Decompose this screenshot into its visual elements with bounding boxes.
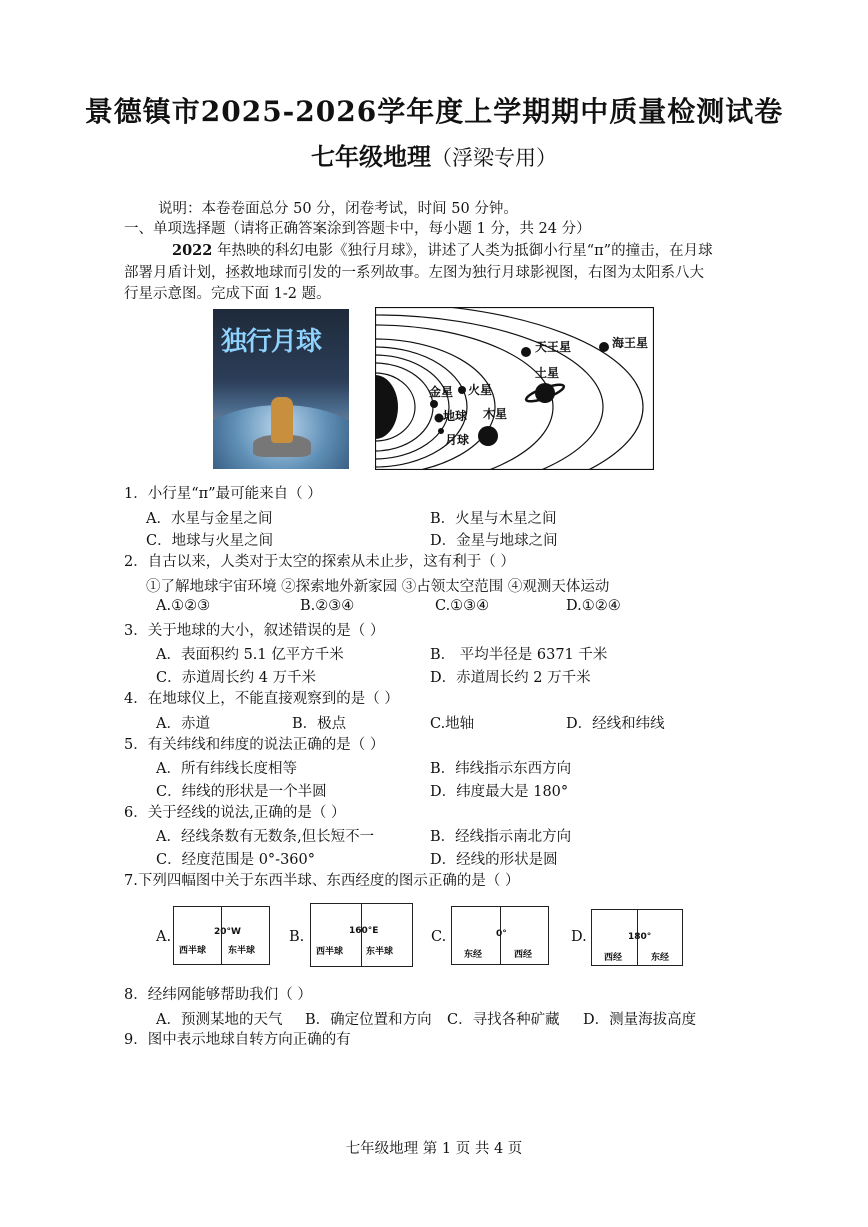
sun-label: 水 (401, 403, 411, 414)
q7-figure-a (173, 906, 270, 965)
q7d-left-label: 西经 (604, 953, 623, 963)
astronaut-figure (271, 397, 293, 443)
question-8-stem: 8．经纬网能够帮助我们（ ） (124, 987, 312, 1003)
q8-option-d[interactable]: D．测量海拔高度 (583, 1012, 697, 1028)
q7a-left-label: 西半球 (179, 946, 207, 956)
venus-label: 金星 (429, 385, 454, 399)
question-1-stem: 1．小行星“π”最可能来自（ ） (124, 486, 322, 502)
section-heading: 一、单项选择题（请将正确答案涂到答题卡中，每小题 1 分，共 24 分） (124, 221, 591, 237)
jupiter-label: 木星 (483, 407, 508, 421)
subtitle-paren: （浮梁专用） (431, 146, 557, 170)
question-3-stem: 3．关于地球的大小，叙述错误的是（ ） (124, 623, 385, 639)
question-6-stem: 6．关于经线的说法,正确的是（ ） (124, 805, 346, 821)
q8-option-c[interactable]: C．寻找各种矿藏 (447, 1012, 560, 1028)
neptune (599, 342, 609, 352)
movie-poster-image (213, 309, 349, 469)
q7-option-d[interactable]: D. (571, 929, 587, 945)
uranus-label: 天王星 (535, 340, 572, 354)
poster-title: 独行月球 (221, 327, 322, 357)
question-9-stem: 9．图中表示地球自转方向正确的有 (124, 1032, 351, 1048)
jupiter (478, 426, 498, 446)
q5-option-d[interactable]: D．纬度最大是 180° (430, 784, 569, 800)
q7a-top-label: 20°W (214, 927, 241, 937)
q7-figure-b (310, 903, 413, 967)
q7a-right-label: 东半球 (228, 946, 256, 956)
q6-option-d[interactable]: D．经线的形状是圆 (430, 852, 558, 868)
q5-option-c[interactable]: C．纬线的形状是一个半圆 (156, 784, 327, 800)
q1-option-a[interactable]: A．水星与金星之间 (146, 511, 273, 527)
q2-option-a[interactable]: A.①②③ (156, 598, 211, 614)
q6-option-b[interactable]: B．经线指示南北方向 (430, 829, 572, 845)
q2-items: ①了解地球宇宙环境 ②探索地外新家园 ③占领太空范围 ④观测天体运动 (146, 579, 610, 595)
q8-option-a[interactable]: A．预测某地的天气 (156, 1012, 283, 1028)
q3-option-b[interactable]: B． 平均半径是 6371 千米 (430, 647, 608, 663)
solar-system-diagram (375, 307, 654, 470)
passage-line-1 (172, 241, 713, 261)
passage-line-1-rest: 年热映的科幻电影《独行月球》，讲述了人类为抵御小行星“π”的撞击，在月球 (212, 243, 713, 259)
question-2-stem: 2．自古以来，人类对于太空的探索从未止步，这有利于（ ） (124, 554, 515, 570)
q7d-right-label: 东经 (651, 953, 670, 963)
exam-subtitle (0, 137, 868, 172)
q1-option-c[interactable]: C．地球与火星之间 (146, 533, 274, 549)
q6-option-a[interactable]: A．经线条数有无数条‚但长短不一 (156, 829, 375, 845)
page-footer: 七年级地理 第 1 页 共 4 页 (345, 1141, 523, 1157)
question-4-stem: 4．在地球仪上，不能直接观察到的是（ ） (124, 691, 399, 707)
q1-option-d[interactable]: D．金星与地球之间 (430, 533, 558, 549)
mars (458, 386, 466, 394)
saturn-label: 土星 (535, 366, 560, 380)
q7b-right-label: 东半球 (366, 947, 394, 957)
q5-option-a[interactable]: A．所有纬线长度相等 (156, 761, 297, 777)
q2-option-b[interactable]: B.②③④ (300, 598, 355, 614)
passage-line-2: 部署月盾计划，拯救地球而引发的一系列故事。左图为独行月球影视图，右图为太阳系八大 (124, 265, 704, 281)
q5-option-b[interactable]: B．纬线指示东西方向 (430, 761, 572, 777)
exam-note: 说明：本卷卷面总分 50 分，闭卷考试，时间 50 分钟。 (158, 201, 518, 217)
q7-option-b[interactable]: B. (289, 929, 305, 945)
q7-figure-c (451, 906, 549, 965)
q3-option-d[interactable]: D．赤道周长约 2 万千米 (430, 670, 591, 686)
q2-option-d[interactable]: D.①②④ (566, 598, 621, 614)
subtitle-main: 七年级地理 (311, 142, 431, 171)
q7b-top-label: 160°E (349, 926, 379, 936)
moon (438, 428, 444, 434)
question-7-stem: 7.下列四幅图中关于东西半球、东西经度的图示正确的是（ ） (124, 873, 520, 889)
venus (430, 400, 438, 408)
mars-label: 火星 (468, 383, 493, 397)
q3-option-a[interactable]: A．表面积约 5.1 亿平方千米 (156, 647, 344, 663)
uranus (521, 347, 531, 357)
earth-label: 地球 (443, 409, 468, 423)
q6-option-c[interactable]: C．经度范围是 0°-360° (156, 852, 316, 868)
q7-figure-d (591, 909, 683, 966)
q8-option-b[interactable]: B．确定位置和方向 (305, 1012, 432, 1028)
passage-year: 2022 (172, 242, 213, 259)
q7-option-c[interactable]: C. (431, 929, 447, 945)
passage-line-3: 行星示意图。完成下面 1-2 题。 (124, 286, 331, 302)
q7c-top-label: 0° (496, 929, 507, 939)
moon-label: 月球 (445, 433, 470, 447)
q4-option-d[interactable]: D．经线和纬线 (566, 716, 665, 732)
exam-title: 景德镇市2025-2026学年度上学期期中质量检测试卷 (84, 95, 784, 128)
q1-option-b[interactable]: B．火星与木星之间 (430, 511, 557, 527)
q7b-left-label: 西半球 (316, 947, 344, 957)
q4-option-b[interactable]: B．极点 (292, 716, 347, 732)
q7-option-a[interactable]: A. (156, 929, 172, 945)
q4-option-c[interactable]: C.地轴 (430, 716, 475, 732)
neptune-label: 海王星 (612, 336, 649, 350)
question-5-stem: 5．有关纬线和纬度的说法正确的是（ ） (124, 737, 385, 753)
q7c-right-label: 西经 (514, 950, 533, 960)
q3-option-c[interactable]: C．赤道周长约 4 万千米 (156, 670, 317, 686)
q4-option-a[interactable]: A．赤道 (156, 716, 210, 732)
q7d-top-label: 180° (628, 932, 652, 942)
q2-option-c[interactable]: C.①③④ (435, 598, 490, 614)
q7c-left-label: 东经 (464, 950, 483, 960)
